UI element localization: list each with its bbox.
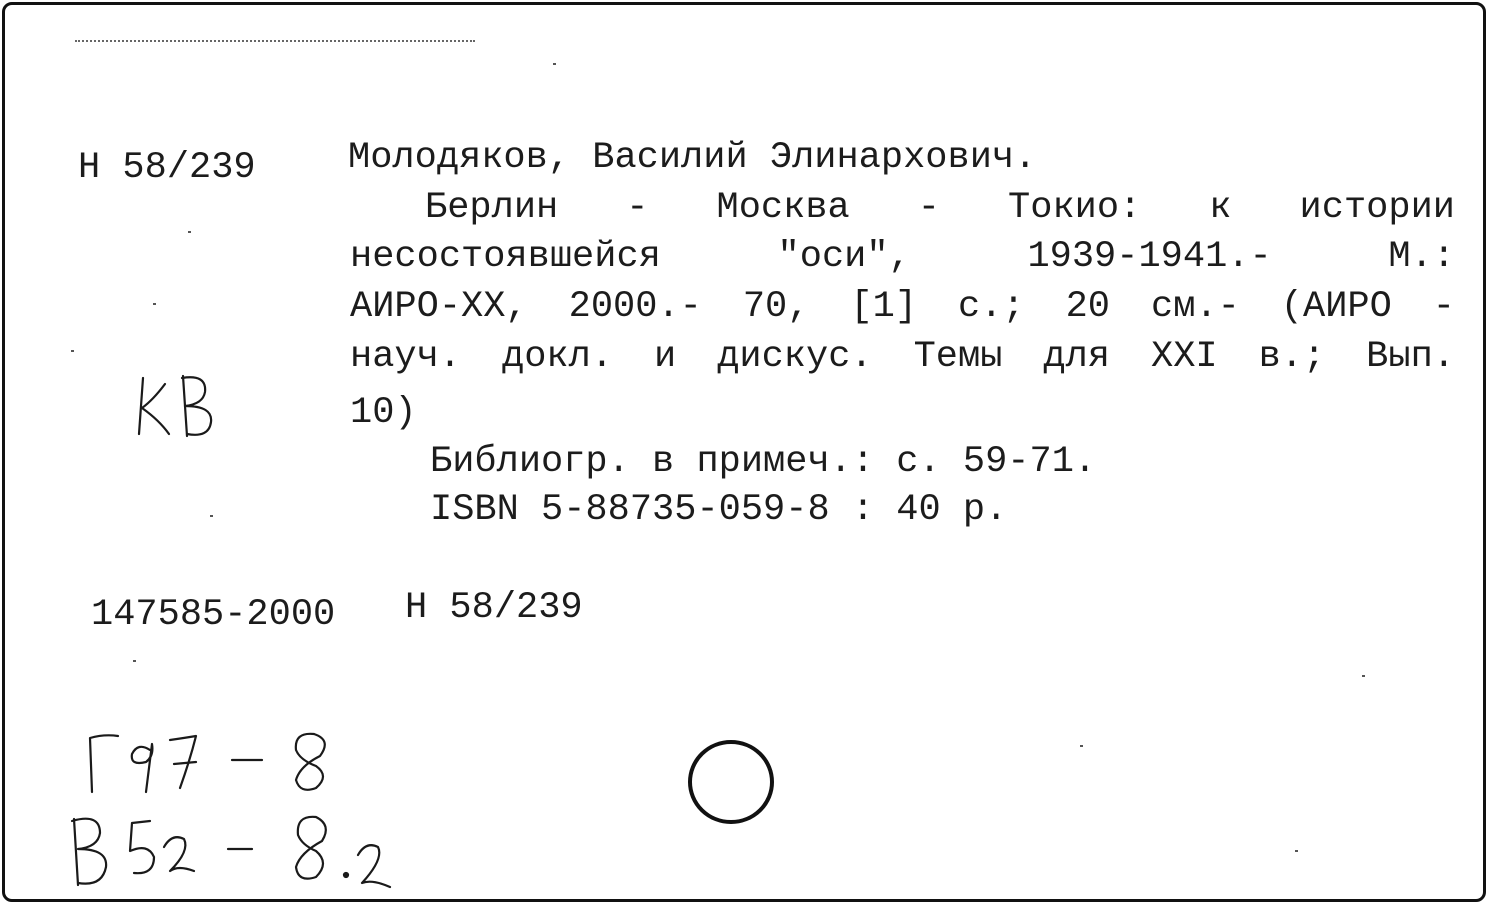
handwritten-mark-kv xyxy=(125,370,235,445)
series-line: науч. докл. и дискус. Темы для XXI в.; Вып. xyxy=(350,336,1455,378)
author-heading: Молодяков, Василий Элинархович. xyxy=(348,137,1037,179)
title-line-2: несостоявшейся "оси", 1939-1941.- М.: xyxy=(350,236,1455,278)
handwritten-classification-1 xyxy=(80,720,350,800)
imprint-line: АИРО-XX, 2000.- 70, [1] с.; 20 см.- (АИРО - xyxy=(350,286,1455,328)
card-punch-hole xyxy=(685,738,780,828)
scan-speck xyxy=(188,231,191,233)
scan-speck xyxy=(210,515,213,517)
scan-speck xyxy=(153,303,156,305)
accession-number: 147585-2000 xyxy=(91,594,336,636)
isbn-price: ISBN 5-88735-059-8 : 40 р. xyxy=(430,489,1008,531)
title-line-1: Берлин - Москва - Токио: к истории xyxy=(425,187,1455,229)
catalog-card xyxy=(2,2,1486,902)
scan-speck xyxy=(71,350,74,352)
scan-speck xyxy=(133,660,136,662)
series-line-end: 10) xyxy=(350,392,417,434)
bibliography-note: Библиогр. в примеч.: с. 59-71. xyxy=(430,441,1097,483)
scan-speck xyxy=(1080,745,1083,747)
accession-shelfmark: Н 58/239 xyxy=(405,587,583,629)
shelfmark: Н 58/239 xyxy=(78,147,256,189)
top-dotted-artifact xyxy=(75,40,475,44)
scan-speck xyxy=(1362,675,1365,677)
handwritten-classification-2 xyxy=(60,805,400,900)
scan-speck xyxy=(1295,850,1298,852)
scan-speck xyxy=(553,63,556,65)
